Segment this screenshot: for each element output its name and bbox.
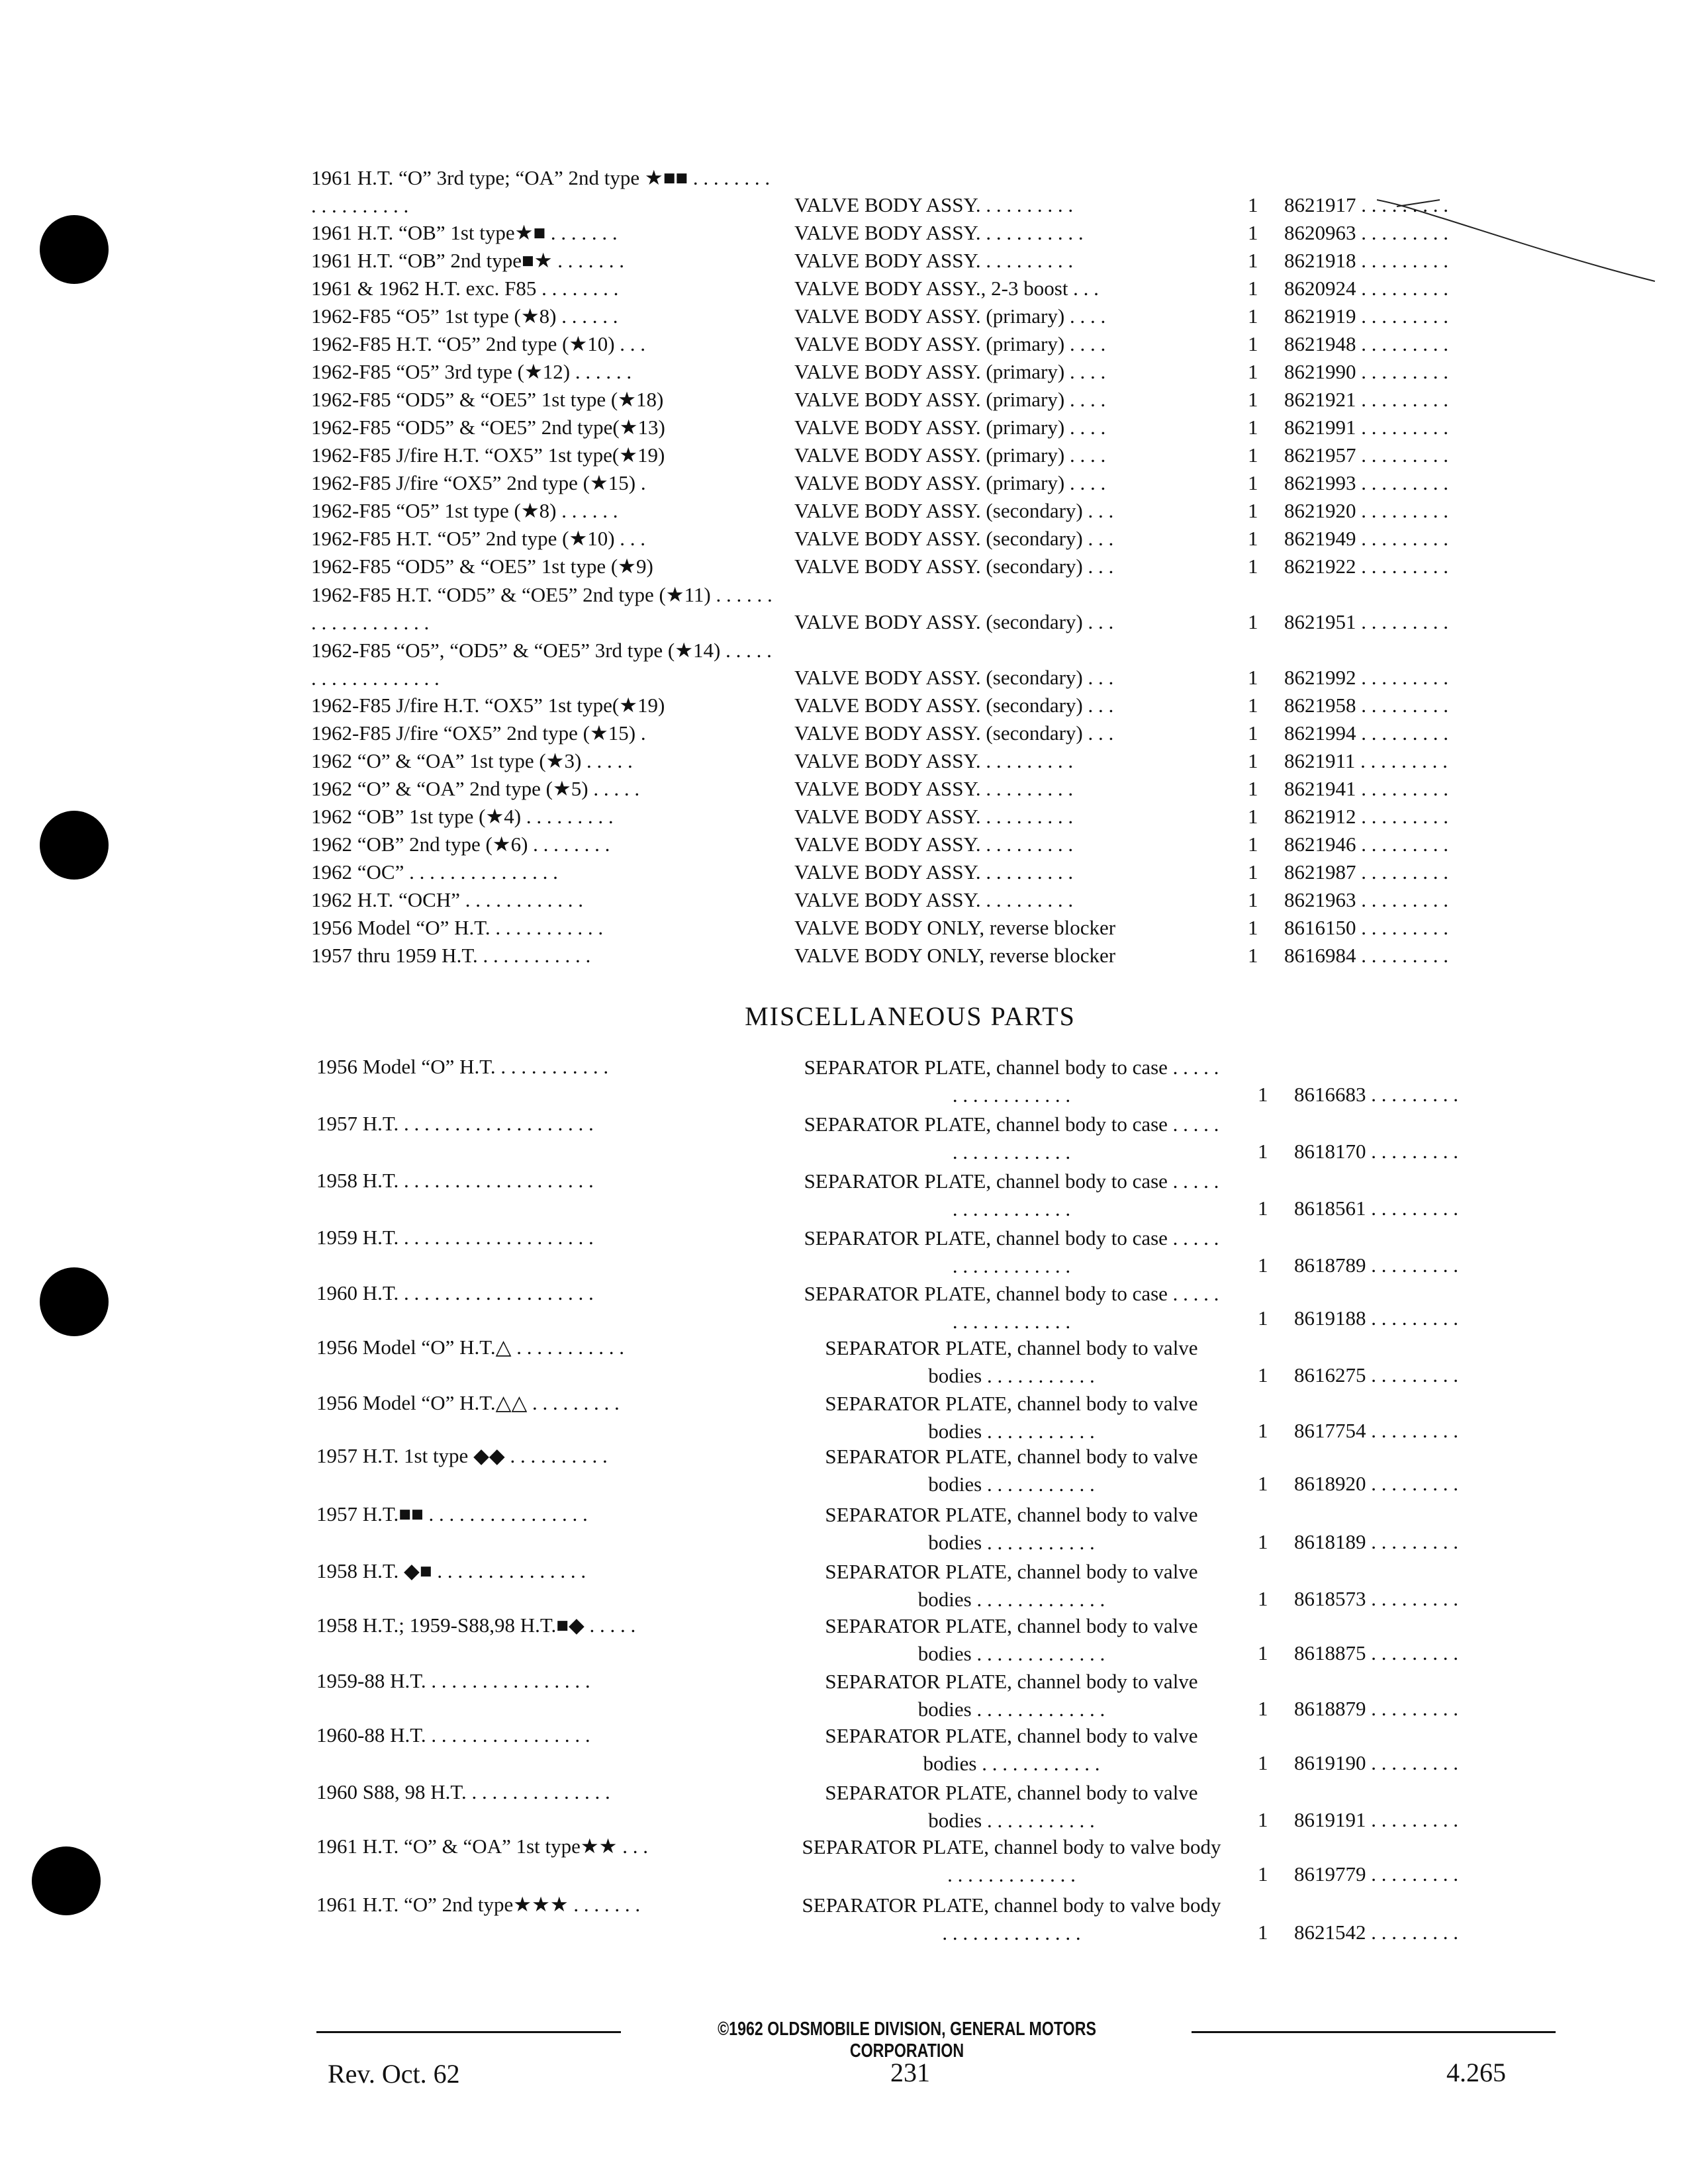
- description-cell: VALVE BODY ASSY. (secondary) . . .: [794, 610, 1114, 633]
- part-number-cell: 8621911 . . . . . . . . .: [1284, 749, 1448, 772]
- description-cell: SEPARATOR PLATE, channel body to valve bodies . . . . . . . . . . .: [825, 1445, 1198, 1496]
- application-cell: 1960 S88, 98 H.T. . . . . . . . . . . . . . .: [316, 1780, 610, 1803]
- description-cell: VALVE BODY ASSY. . . . . . . . . .: [794, 860, 1074, 884]
- quantity-cell: 1: [1248, 721, 1258, 745]
- description-cell: SEPARATOR PLATE, channel body to case . . . . . . . . . . . . . . . . .: [804, 1169, 1219, 1220]
- part-number-cell: 8621993 . . . . . . . . .: [1284, 471, 1448, 494]
- quantity-cell: 1: [1258, 1751, 1268, 1774]
- description-cell: SEPARATOR PLATE, channel body to valve bodies . . . . . . . . . . .: [825, 1781, 1198, 1832]
- part-number-cell: 8621922 . . . . . . . . .: [1284, 555, 1448, 578]
- description-cell: VALVE BODY ASSY. (secondary) . . .: [794, 499, 1114, 522]
- quantity-cell: 1: [1258, 1363, 1268, 1387]
- part-number-cell: 8621941 . . . . . . . . .: [1284, 777, 1448, 800]
- part-number-cell: 8621992 . . . . . . . . .: [1284, 666, 1448, 689]
- application-cell: 1962-F85 J/fire “OX5” 2nd type (★15) .: [311, 471, 646, 494]
- quantity-cell: 1: [1258, 1530, 1268, 1553]
- quantity-cell: 1: [1258, 1862, 1268, 1886]
- part-number-cell: 8621912 . . . . . . . . .: [1284, 805, 1448, 828]
- description-cell: SEPARATOR PLATE, channel body to case . . . . . . . . . . . . . . . . .: [804, 1113, 1219, 1163]
- part-number-cell: 8620924 . . . . . . . . .: [1284, 277, 1448, 300]
- description-cell: VALVE BODY ASSY. . . . . . . . . .: [794, 888, 1074, 911]
- description-cell: VALVE BODY ASSY. . . . . . . . . .: [794, 833, 1074, 856]
- part-number-cell: 8618875 . . . . . . . . .: [1294, 1641, 1458, 1664]
- description-cell: SEPARATOR PLATE, channel body to valve bodies . . . . . . . . . . . .: [825, 1724, 1198, 1775]
- application-cell: 1957 H.T.■■ . . . . . . . . . . . . . . . .: [316, 1502, 588, 1525]
- description-cell: VALVE BODY ASSY. (secondary) . . .: [794, 666, 1114, 689]
- application-cell: 1958 H.T. ◆■ . . . . . . . . . . . . . . .: [316, 1559, 586, 1582]
- application-cell: 1962-F85 “O5” 1st type (★8) . . . . . .: [311, 499, 618, 522]
- description-cell: SEPARATOR PLATE, channel body to valve bodies . . . . . . . . . . .: [825, 1392, 1198, 1443]
- description-cell: VALVE BODY ASSY. . . . . . . . . .: [794, 805, 1074, 828]
- part-number-cell: 8616683 . . . . . . . . .: [1294, 1083, 1458, 1106]
- part-number-cell: 8621949 . . . . . . . . .: [1284, 527, 1448, 550]
- part-number-cell: 8618879 . . . . . . . . .: [1294, 1697, 1458, 1720]
- application-cell: 1962-F85 “OD5” & “OE5” 1st type (★9): [311, 555, 653, 578]
- description-cell: VALVE BODY ASSY. (primary) . . . .: [794, 304, 1106, 328]
- application-cell: 1962-F85 “OD5” & “OE5” 2nd type(★13): [311, 416, 665, 439]
- part-number-cell: 8621951 . . . . . . . . .: [1284, 610, 1448, 633]
- application-cell: 1961 H.T. “OB” 2nd type■★ . . . . . . .: [311, 249, 624, 272]
- application-cell: 1962-F85 “O5” 3rd type (★12) . . . . . .: [311, 360, 632, 383]
- quantity-cell: 1: [1248, 555, 1258, 578]
- quantity-cell: 1: [1258, 1472, 1268, 1495]
- application-cell: 1961 H.T. “O” 2nd type★★★ . . . . . . .: [316, 1893, 641, 1916]
- application-cell: 1961 H.T. “O” 3rd type; “OA” 2nd type ★■■ . . . . . . . . . . . . . . . . . .: [311, 166, 771, 217]
- description-cell: VALVE BODY ASSY., 2-3 boost . . .: [794, 277, 1099, 300]
- description-cell: VALVE BODY ASSY. (primary) . . . .: [794, 332, 1106, 355]
- binder-hole: [32, 1846, 101, 1915]
- part-number-cell: 8621990 . . . . . . . . .: [1284, 360, 1448, 383]
- description-cell: SEPARATOR PLATE, channel body to valve body . . . . . . . . . . . . . .: [802, 1893, 1221, 1944]
- quantity-cell: 1: [1248, 416, 1258, 439]
- description-cell: SEPARATOR PLATE, channel body to case . . . . . . . . . . . . . . . . .: [804, 1282, 1219, 1333]
- part-number-cell: 8621991 . . . . . . . . .: [1284, 416, 1448, 439]
- description-cell: SEPARATOR PLATE, channel body to valve body . . . . . . . . . . . . .: [802, 1835, 1221, 1886]
- description-cell: SEPARATOR PLATE, channel body to valve bodies . . . . . . . . . . . . .: [825, 1614, 1198, 1665]
- part-number-cell: 8621946 . . . . . . . . .: [1284, 833, 1448, 856]
- application-cell: 1961 & 1962 H.T. exc. F85 . . . . . . . .: [311, 277, 619, 300]
- part-number-cell: 8621948 . . . . . . . . .: [1284, 332, 1448, 355]
- application-cell: 1961 H.T. “O” & “OA” 1st type★★ . . .: [316, 1835, 648, 1858]
- description-cell: VALVE BODY ASSY. . . . . . . . . .: [794, 193, 1074, 216]
- description-cell: VALVE BODY ASSY. . . . . . . . . .: [794, 777, 1074, 800]
- quantity-cell: 1: [1248, 749, 1258, 772]
- part-number-cell: 8618189 . . . . . . . . .: [1294, 1530, 1458, 1553]
- part-number-cell: 8618561 . . . . . . . . .: [1294, 1197, 1458, 1220]
- application-cell: 1956 Model “O” H.T.△ . . . . . . . . . . .: [316, 1336, 624, 1359]
- application-cell: 1957 H.T. . . . . . . . . . . . . . . . . . . .: [316, 1112, 594, 1135]
- application-cell: 1959 H.T. . . . . . . . . . . . . . . . . . . .: [316, 1226, 594, 1249]
- description-cell: VALVE BODY ONLY, reverse blocker: [794, 916, 1116, 939]
- quantity-cell: 1: [1248, 277, 1258, 300]
- part-number-cell: 8618920 . . . . . . . . .: [1294, 1472, 1458, 1495]
- description-cell: VALVE BODY ASSY. (secondary) . . .: [794, 527, 1114, 550]
- part-number-cell: 8616150 . . . . . . . . .: [1284, 916, 1448, 939]
- part-number-cell: 8619188 . . . . . . . . .: [1294, 1306, 1458, 1330]
- section-heading: MISCELLANEOUS PARTS: [745, 1001, 1076, 1031]
- description-cell: SEPARATOR PLATE, channel body to case . . . . . . . . . . . . . . . . .: [804, 1226, 1219, 1277]
- revision-date: Rev. Oct. 62: [328, 2059, 460, 2089]
- application-cell: 1960-88 H.T. . . . . . . . . . . . . . . . .: [316, 1723, 590, 1747]
- application-cell: 1962 “OB” 1st type (★4) . . . . . . . . .: [311, 805, 614, 828]
- part-number-cell: 8616275 . . . . . . . . .: [1294, 1363, 1458, 1387]
- binder-hole: [40, 1267, 109, 1336]
- description-cell: VALVE BODY ASSY. (primary) . . . .: [794, 360, 1106, 383]
- application-cell: 1962 “OC” . . . . . . . . . . . . . . .: [311, 860, 558, 884]
- application-cell: 1962-F85 “O5”, “OD5” & “OE5” 3rd type (★14) . . . . . . . . . . . . . . . . . .: [311, 639, 772, 690]
- description-cell: SEPARATOR PLATE, channel body to valve bodies . . . . . . . . . . . . .: [825, 1670, 1198, 1721]
- quantity-cell: 1: [1258, 1419, 1268, 1442]
- section-number: 4.265: [1446, 2058, 1506, 2087]
- application-cell: 1962 H.T. “OCH” . . . . . . . . . . . .: [311, 888, 583, 911]
- quantity-cell: 1: [1248, 860, 1258, 884]
- application-cell: 1957 thru 1959 H.T. . . . . . . . . . . .: [311, 944, 591, 967]
- application-cell: 1962-F85 H.T. “OD5” & “OE5” 2nd type (★11) . . . . . . . . . . . . . . . . . .: [311, 583, 773, 634]
- description-cell: SEPARATOR PLATE, channel body to valve bodies . . . . . . . . . . .: [825, 1503, 1198, 1554]
- quantity-cell: 1: [1248, 916, 1258, 939]
- application-cell: 1956 Model “O” H.T. . . . . . . . . . . .: [311, 916, 604, 939]
- description-cell: VALVE BODY ASSY. . . . . . . . . .: [794, 749, 1074, 772]
- description-cell: VALVE BODY ASSY. (secondary) . . .: [794, 555, 1114, 578]
- application-cell: 1962 “O” & “OA” 1st type (★3) . . . . .: [311, 749, 633, 772]
- part-number-cell: 8621958 . . . . . . . . .: [1284, 694, 1448, 717]
- quantity-cell: 1: [1248, 944, 1258, 967]
- quantity-cell: 1: [1258, 1140, 1268, 1163]
- description-cell: SEPARATOR PLATE, channel body to valve bodies . . . . . . . . . . . . .: [825, 1560, 1198, 1611]
- copyright-notice: ©1962 OLDSMOBILE DIVISION, GENERAL MOTORS CORPORATION: [718, 2019, 1096, 2062]
- part-number-cell: 8621920 . . . . . . . . .: [1284, 499, 1448, 522]
- quantity-cell: 1: [1258, 1083, 1268, 1106]
- application-cell: 1962-F85 J/fire H.T. “OX5” 1st type(★19): [311, 694, 665, 717]
- part-number-cell: 8621963 . . . . . . . . .: [1284, 888, 1448, 911]
- quantity-cell: 1: [1248, 249, 1258, 272]
- application-cell: 1956 Model “O” H.T. . . . . . . . . . . .: [316, 1055, 609, 1078]
- application-cell: 1956 Model “O” H.T.△△ . . . . . . . . .: [316, 1391, 620, 1414]
- quantity-cell: 1: [1248, 499, 1258, 522]
- quantity-cell: 1: [1248, 694, 1258, 717]
- part-number-cell: 8619191 . . . . . . . . .: [1294, 1808, 1458, 1831]
- description-cell: VALVE BODY ASSY. (primary) . . . .: [794, 416, 1106, 439]
- quantity-cell: 1: [1258, 1253, 1268, 1277]
- binder-hole: [40, 215, 109, 284]
- part-number-cell: 8620963 . . . . . . . . .: [1284, 221, 1448, 244]
- application-cell: 1962-F85 “OD5” & “OE5” 1st type (★18): [311, 388, 664, 411]
- application-cell: 1959-88 H.T. . . . . . . . . . . . . . . . .: [316, 1669, 590, 1692]
- part-number-cell: 8621919 . . . . . . . . .: [1284, 304, 1448, 328]
- quantity-cell: 1: [1248, 304, 1258, 328]
- application-cell: 1958 H.T. . . . . . . . . . . . . . . . . . . .: [316, 1169, 594, 1192]
- quantity-cell: 1: [1248, 193, 1258, 216]
- part-number-cell: 8621921 . . . . . . . . .: [1284, 388, 1448, 411]
- application-cell: 1960 H.T. . . . . . . . . . . . . . . . . . . .: [316, 1281, 594, 1304]
- page-number: 231: [890, 2058, 930, 2087]
- application-cell: 1958 H.T.; 1959-S88,98 H.T.■◆ . . . . .: [316, 1614, 636, 1637]
- quantity-cell: 1: [1248, 805, 1258, 828]
- part-number-cell: 8616984 . . . . . . . . .: [1284, 944, 1448, 967]
- quantity-cell: 1: [1248, 610, 1258, 633]
- quantity-cell: 1: [1258, 1697, 1268, 1720]
- description-cell: VALVE BODY ASSY. (primary) . . . .: [794, 388, 1106, 411]
- application-cell: 1957 H.T. 1st type ◆◆ . . . . . . . . . .: [316, 1444, 608, 1467]
- part-number-cell: 8617754 . . . . . . . . .: [1294, 1419, 1458, 1442]
- description-cell: VALVE BODY ASSY. (primary) . . . .: [794, 471, 1106, 494]
- quantity-cell: 1: [1248, 471, 1258, 494]
- application-cell: 1962-F85 H.T. “O5” 2nd type (★10) . . .: [311, 332, 646, 355]
- part-number-cell: 8621994 . . . . . . . . .: [1284, 721, 1448, 745]
- quantity-cell: 1: [1248, 443, 1258, 467]
- footer-rule: [316, 2031, 621, 2033]
- application-cell: 1962-F85 J/fire H.T. “OX5” 1st type(★19): [311, 443, 665, 467]
- description-cell: VALVE BODY ONLY, reverse blocker: [794, 944, 1116, 967]
- quantity-cell: 1: [1248, 888, 1258, 911]
- quantity-cell: 1: [1258, 1197, 1268, 1220]
- description-cell: SEPARATOR PLATE, channel body to case . . . . . . . . . . . . . . . . .: [804, 1056, 1219, 1107]
- part-number-cell: 8621542 . . . . . . . . .: [1294, 1921, 1458, 1944]
- part-number-cell: 8619779 . . . . . . . . .: [1294, 1862, 1458, 1886]
- part-number-cell: 8619190 . . . . . . . . .: [1294, 1751, 1458, 1774]
- quantity-cell: 1: [1258, 1641, 1268, 1664]
- quantity-cell: 1: [1258, 1808, 1268, 1831]
- description-cell: VALVE BODY ASSY. . . . . . . . . .: [794, 249, 1074, 272]
- quantity-cell: 1: [1248, 332, 1258, 355]
- description-cell: VALVE BODY ASSY. (secondary) . . .: [794, 721, 1114, 745]
- quantity-cell: 1: [1258, 1921, 1268, 1944]
- application-cell: 1962 “O” & “OA” 2nd type (★5) . . . . .: [311, 777, 640, 800]
- quantity-cell: 1: [1248, 833, 1258, 856]
- application-cell: 1962 “OB” 2nd type (★6) . . . . . . . .: [311, 833, 610, 856]
- description-cell: VALVE BODY ASSY. (primary) . . . .: [794, 443, 1106, 467]
- binder-hole: [40, 811, 109, 880]
- part-number-cell: 8621957 . . . . . . . . .: [1284, 443, 1448, 467]
- footer-rule: [1192, 2031, 1556, 2033]
- description-cell: SEPARATOR PLATE, channel body to valve bodies . . . . . . . . . . .: [825, 1336, 1198, 1387]
- application-cell: 1962-F85 H.T. “O5” 2nd type (★10) . . .: [311, 527, 646, 550]
- part-number-cell: 8621917 . . . . . . . . .: [1284, 193, 1448, 216]
- description-cell: VALVE BODY ASSY. . . . . . . . . . .: [794, 221, 1084, 244]
- quantity-cell: 1: [1248, 527, 1258, 550]
- quantity-cell: 1: [1248, 221, 1258, 244]
- quantity-cell: 1: [1258, 1587, 1268, 1610]
- quantity-cell: 1: [1248, 777, 1258, 800]
- quantity-cell: 1: [1248, 666, 1258, 689]
- part-number-cell: 8621918 . . . . . . . . .: [1284, 249, 1448, 272]
- application-cell: 1961 H.T. “OB” 1st type★■ . . . . . . .: [311, 221, 618, 244]
- description-cell: VALVE BODY ASSY. (secondary) . . .: [794, 694, 1114, 717]
- part-number-cell: 8621987 . . . . . . . . .: [1284, 860, 1448, 884]
- application-cell: 1962-F85 J/fire “OX5” 2nd type (★15) .: [311, 721, 646, 745]
- quantity-cell: 1: [1258, 1306, 1268, 1330]
- quantity-cell: 1: [1248, 360, 1258, 383]
- application-cell: 1962-F85 “O5” 1st type (★8) . . . . . .: [311, 304, 618, 328]
- part-number-cell: 8618170 . . . . . . . . .: [1294, 1140, 1458, 1163]
- part-number-cell: 8618573 . . . . . . . . .: [1294, 1587, 1458, 1610]
- part-number-cell: 8618789 . . . . . . . . .: [1294, 1253, 1458, 1277]
- quantity-cell: 1: [1248, 388, 1258, 411]
